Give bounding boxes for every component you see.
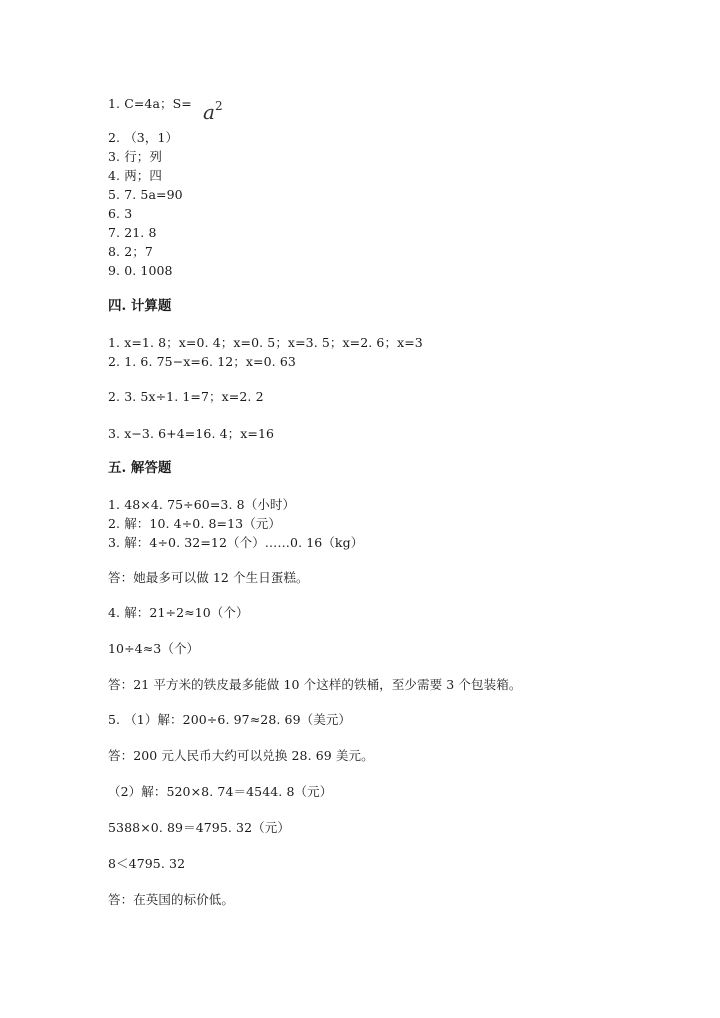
solution-line-2: 2. 解：10. 4÷0. 8=13（元）	[108, 516, 282, 531]
solution-line-11: 5388×0. 89＝4795. 32（元）	[108, 820, 290, 835]
section-heading-word-problems: 五. 解答题	[108, 460, 172, 476]
answer-line-3-4: 4. 两；四	[108, 168, 162, 183]
calc-line-3: 2. 3. 5x÷1. 1=7；x=2. 2	[108, 389, 264, 404]
math-a-squared	[203, 94, 223, 124]
solution-line-3: 3. 解：4÷0. 32=12（个）……0. 16（kg）	[108, 535, 364, 550]
answer-line-3-8: 8. 2；7	[108, 244, 153, 259]
answer-line-3-5: 5. 7. 5a=90	[108, 187, 183, 202]
answer-line-3-9: 9. 0. 1008	[108, 263, 173, 278]
calc-line-2: 2. 1. 6. 75−x=6. 12；x=0. 63	[108, 354, 296, 369]
calc-line-4: 3. x−3. 6+4=16. 4；x=16	[108, 426, 275, 441]
solution-line-1: 1. 48×4. 75÷60=3. 8（小时）	[108, 497, 296, 512]
math-exponent: 2	[214, 99, 223, 113]
answer-line-3-1: 1. C=4a；S=	[108, 96, 192, 111]
section-heading-calculation: 四. 计算题	[108, 298, 172, 314]
solution-line-9: 答：200 元人民币大约可以兑换 28. 69 美元。	[108, 748, 374, 763]
math-base: a	[203, 100, 215, 124]
solution-line-4: 答：她最多可以做 12 个生日蛋糕。	[108, 570, 309, 585]
calc-line-1: 1. x=1. 8；x=0. 4；x=0. 5；x=3. 5；x=2. 6；x=3	[108, 335, 423, 350]
answer-line-3-2: 2. （3，1）	[108, 130, 179, 145]
answer-line-3-6: 6. 3	[108, 206, 133, 221]
solution-line-12: 8＜4795. 32	[108, 856, 186, 871]
solution-line-8: 5. （1）解：200÷6. 97≈28. 69（美元）	[108, 712, 352, 727]
solution-line-6: 10÷4≈3（个）	[108, 641, 200, 656]
answer-line-3-3: 3. 行；列	[108, 149, 162, 164]
solution-line-7: 答：21 平方米的铁皮最多能做 10 个这样的铁桶，至少需要 3 个包装箱。	[108, 677, 522, 692]
answer-line-3-7: 7. 21. 8	[108, 225, 157, 240]
solution-line-5: 4. 解：21÷2≈10（个）	[108, 605, 249, 620]
solution-line-13: 答：在英国的标价低。	[108, 892, 235, 907]
solution-line-10: （2）解：520×8. 74＝4544. 8（元）	[108, 784, 333, 799]
